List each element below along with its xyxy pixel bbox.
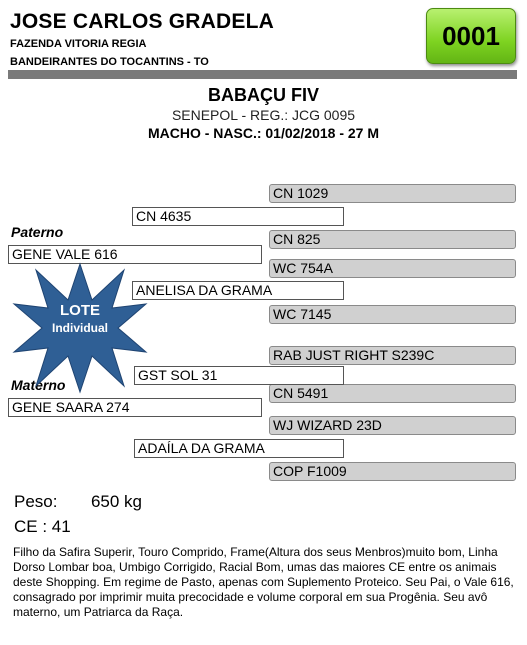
sex-birth-line: MACHO - NASC.: 01/02/2018 - 27 M [147, 125, 380, 141]
animal-name: BABAÇU FIV [208, 85, 319, 105]
weight-line [14, 492, 142, 512]
farm-location: BANDEIRANTES DO TOCANTINS - TO [10, 56, 209, 68]
great-grandparent-4: WC 7145 [269, 305, 516, 324]
weight-label: Peso: [14, 492, 58, 511]
sire: GENE VALE 616 [8, 245, 262, 264]
great-grandparent-6: CN 5491 [269, 384, 516, 403]
owner-name: JOSE CARLOS GRADELA [10, 10, 274, 33]
maternal-grandsire: GST SOL 31 [134, 366, 344, 385]
individual-label: Individual [51, 321, 108, 335]
lot-number: 0001 [442, 20, 500, 51]
paterno-label: Paterno [11, 224, 64, 240]
great-grandparent-1: CN 1029 [269, 184, 516, 203]
ce-line [14, 517, 71, 537]
ce-value: 41 [51, 517, 71, 536]
maternal-granddam: ADAÍLA DA GRAMA [134, 439, 344, 458]
great-grandparent-5: RAB JUST RIGHT S239C [269, 346, 516, 365]
ce-label: CE : [14, 517, 48, 536]
materno-label: Materno [11, 377, 66, 393]
paternal-grandsire: CN 4635 [132, 207, 344, 226]
farm-name: FAZENDA VITORIA REGIA [10, 38, 147, 50]
dam: GENE SAARA 274 [8, 398, 262, 417]
great-grandparent-7: WJ WIZARD 23D [269, 416, 516, 435]
great-grandparent-3: WC 754A [269, 259, 516, 278]
great-grandparent-8: COP F1009 [269, 462, 516, 481]
lote-label: LOTE [60, 302, 100, 319]
header-divider [8, 70, 517, 79]
animal-description: Filho da Safira Superir, Touro Comprido, Frame(Altura dos seus Menbros)muito bom, Linha Dorso Lombar boa, Umbigo Corrigido, Racial Bom, umas das maiores CE entre os animais deste Shopping. Em regime de Pasto, apenas com Suplemento Proteico. Seu Pai, o Vale 616, consagrado por imprimir muita precocidade e volume corporal em sua Progênia. Seu avô materno, um Patriarca da Raça. [13, 545, 514, 619]
lot-number-badge [426, 8, 516, 64]
weight-value: 650 kg [90, 492, 142, 511]
great-grandparent-2: CN 825 [269, 230, 516, 249]
breed-registration: SENEPOL - REG.: JCG 0095 [171, 107, 356, 123]
paternal-granddam: ANELISA DA GRAMA [132, 281, 344, 300]
